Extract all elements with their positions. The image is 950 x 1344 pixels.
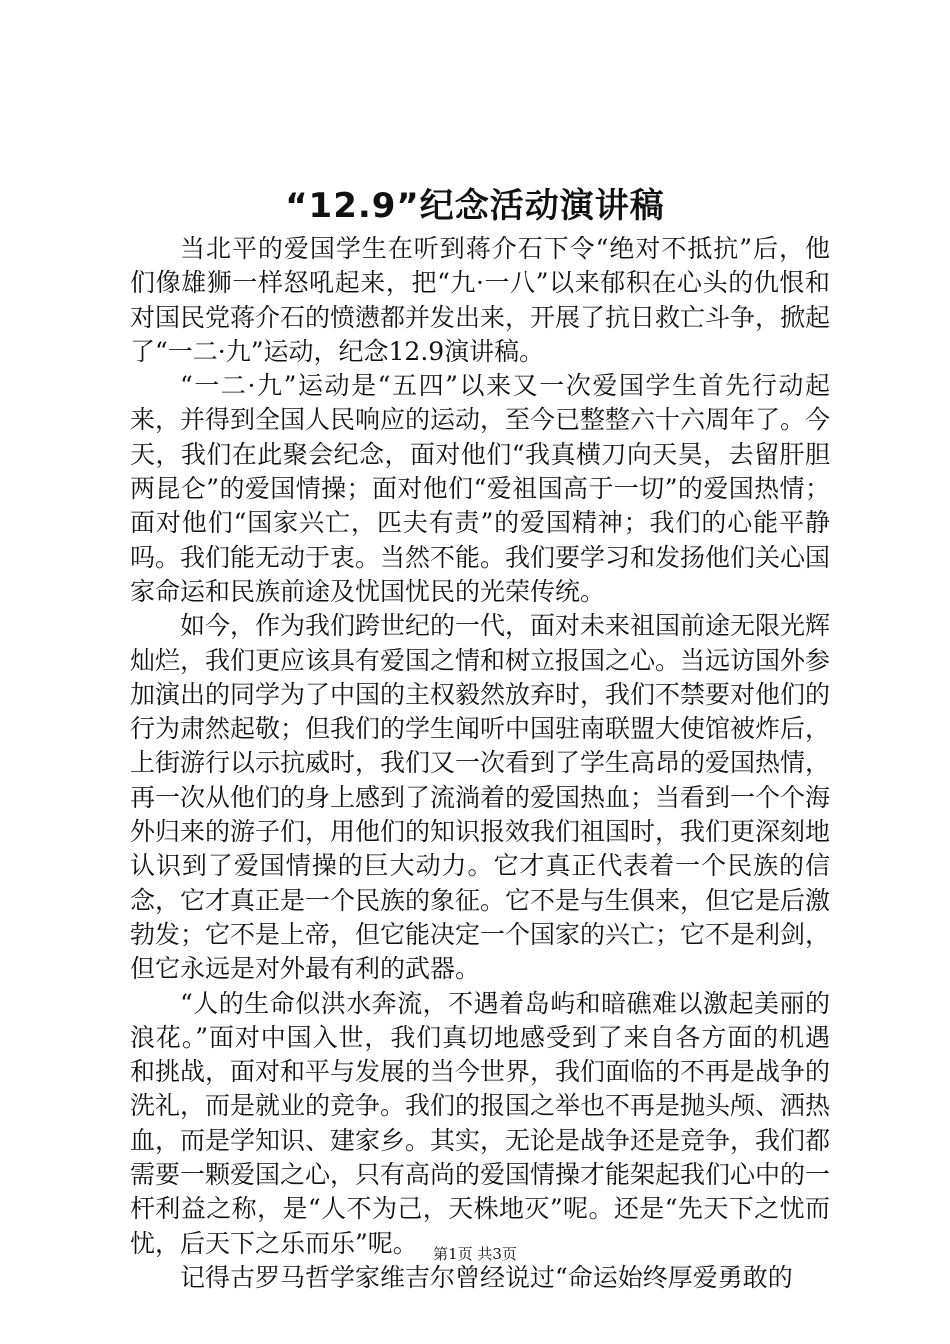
paragraph: 记得古罗马哲学家维吉尔曾经说过“命运始终厚爱勇敢的 bbox=[180, 1262, 793, 1292]
paragraph: 当北平的爱国学生在听到蒋介石下令“绝对不抵抗”后，他们像雄狮一样怒吼起来，把“九·一八”以来郁积在心头的仇恨和对国民党蒋介石的愤懑都并发出来，开展了抗日救亡斗争，掀起了“一二·九”运动，纪念12.9演讲稿。 bbox=[130, 234, 831, 366]
paragraph: 如今，作为我们跨世纪的一代，面对未来祖国前途无限光辉灿烂，我们更应该具有爱国之情和树立报国之心。当远访国外参加演出的同学为了中国的主权毅然放弃时，我们不禁要对他们的行为肃然起敬；但我们的学生闻听中国驻南联盟大使馆被炸后，上街游行以示抗威时，我们又一次看到了学生高昂的爱国热情，再一次从他们的身上感到了流淌着的爱国热血；当看到一个个海外归来的游子们，用他们的知识报效我们祖国时，我们更深刻地认识到了爱国情操的巨大动力。它才真正代表着一个民族的信念，它才真正是一个民族的象征。它不是与生俱来，但它是后激勃发；它不是上帝，但它能决定一个国家的兴亡；它不是利剑，但它永远是对外最有利的武器。 bbox=[130, 611, 831, 984]
page-footer: 第1页 共3页 bbox=[433, 1245, 517, 1263]
document-title: “12.9”纪念活动演讲稿 bbox=[285, 186, 665, 226]
paragraph: “人的生命似洪水奔流，不遇着岛屿和暗礁难以激起美丽的浪花。”面对中国入世，我们真切地感受到了来自各方面的机遇和挑战，面对和平与发展的当今世界，我们面临的不再是战争的洗礼，而是就业的竞争。我们的报国之举也不再是抛头颅、洒热血，而是学知识、建家乡。其实，无论是战争还是竞争，我们都需要一颗爱国之心，只有高尚的爱国情操才能架起我们心中的一杆利益之称，是“人不为己，天株地灭”呢。还是“先天下之忧而忧，后天下之乐而乐”呢。 bbox=[130, 988, 831, 1258]
paragraph: “一二·九”运动是“五四”以来又一次爱国学生首先行动起来，并得到全国人民响应的运动，至今已整整六十六周年了。今天，我们在此聚会纪念，面对他们“我真横刀向天昊，去留肝胆两昆仑”的爱国情操；面对他们“爱祖国高于一切”的爱国热情；面对他们“国家兴亡，匹夫有责”的爱国精神；我们的心能平静吗。我们能无动于衷。当然不能。我们要学习和发扬他们关心国家命运和民族前途及忧国忧民的光荣传统。 bbox=[130, 371, 831, 606]
document-body bbox=[130, 232, 830, 1295]
